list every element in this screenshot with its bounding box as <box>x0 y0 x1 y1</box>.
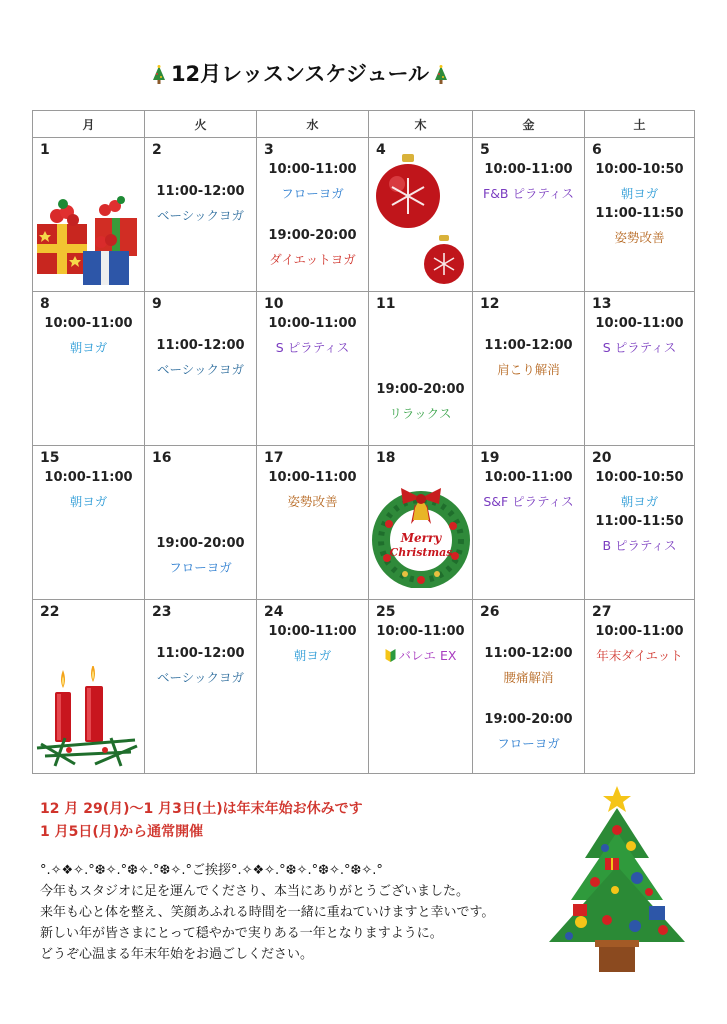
day-cell <box>257 600 369 774</box>
lesson-name: ベーシックヨガ <box>156 670 244 685</box>
day-cell <box>585 446 695 600</box>
lesson-time: 10:00-11:00 <box>268 624 357 639</box>
day-number: 20 <box>592 450 612 466</box>
greeting-line: 来年も心と体を整え、笑顔あふれる時間を一緒に重ねていけますと幸いです。 <box>40 905 495 920</box>
day-cell <box>33 446 145 600</box>
day-cell <box>369 446 473 600</box>
lesson-name: B ピラティス <box>602 538 677 553</box>
day-cell <box>473 446 585 600</box>
day-cell <box>33 292 145 446</box>
day-number: 13 <box>592 296 612 312</box>
day-number: 10 <box>264 296 284 312</box>
lesson-name: フローヨガ <box>497 736 560 751</box>
lesson-name: ベーシックヨガ <box>156 208 244 223</box>
lesson-time: 10:00-10:50 <box>595 162 684 177</box>
day-cell <box>585 138 695 292</box>
lesson-time: 10:00-11:00 <box>376 624 465 639</box>
lesson-time: 11:00-12:00 <box>156 646 245 661</box>
day-cell <box>585 292 695 446</box>
day-cell <box>145 292 257 446</box>
day-number: 16 <box>152 450 172 466</box>
day-cell <box>473 600 585 774</box>
lesson-name: 朝ヨガ <box>620 494 659 509</box>
day-cell <box>33 138 145 292</box>
holiday-notice: 12 月 29(月)〜1 月3日(土)は年末年始お休みです <box>40 801 363 817</box>
lesson-name: S ピラティス <box>275 340 350 355</box>
week-row <box>33 138 695 292</box>
day-number: 26 <box>480 604 500 620</box>
lesson-time: 11:00-12:00 <box>484 338 573 353</box>
week-row <box>33 292 695 446</box>
day-cell <box>369 600 473 774</box>
lesson-name: 姿勢改善 <box>614 230 665 245</box>
greeting-line: どうぞ心温まる年末年始をお過ごしください。 <box>40 947 314 962</box>
lesson-name: フローヨガ <box>281 186 344 201</box>
day-number: 3 <box>264 142 274 158</box>
lesson-time: 10:00-11:00 <box>44 470 133 485</box>
lesson-name: 年末ダイエット <box>596 648 683 663</box>
day-number: 11 <box>376 296 396 312</box>
day-number: 5 <box>480 142 490 158</box>
day-number: 18 <box>376 450 396 466</box>
weekday-sat: 土 <box>585 111 695 138</box>
lesson-name: 肩こり解消 <box>497 362 560 377</box>
day-number: 23 <box>152 604 172 620</box>
lesson-time: 19:00-20:00 <box>484 712 573 727</box>
lesson-time: 11:00-12:00 <box>156 338 245 353</box>
weekday-fri: 金 <box>473 111 585 138</box>
lesson-time: 10:00-11:00 <box>268 162 357 177</box>
reopen-notice: 1 月5日(月)から通常開催 <box>40 824 204 840</box>
lesson-name: バレエ EX <box>398 648 457 663</box>
ornament-ball-icon <box>373 152 443 232</box>
lesson-name: 朝ヨガ <box>293 648 332 663</box>
weekday-wed: 水 <box>257 111 369 138</box>
day-number: 8 <box>40 296 50 312</box>
greeting-header: °.✧❖✧.°❆✧.°❆✧.°❆✧.°ご挨拶°.✧❖✧.°❆✧.°❆✧.°❆✧.° <box>40 863 383 878</box>
greeting-line: 今年もスタジオに足を運んでくださり、本当にありがとうございました。 <box>40 884 470 899</box>
day-number: 22 <box>40 604 60 620</box>
lesson-time: 10:00-10:50 <box>595 470 684 485</box>
beginner-mark-icon <box>385 649 396 662</box>
lesson-name: 朝ヨガ <box>69 494 108 509</box>
day-cell <box>369 292 473 446</box>
day-cell <box>473 292 585 446</box>
lesson-time: 19:00-20:00 <box>156 536 245 551</box>
day-cell <box>257 446 369 600</box>
lesson-name: 腰痛解消 <box>503 670 554 685</box>
weekday-tue: 火 <box>145 111 257 138</box>
lesson-name: リラックス <box>389 406 452 421</box>
weekday-mon: 月 <box>33 111 145 138</box>
day-cell <box>257 138 369 292</box>
lesson-time: 10:00-11:00 <box>44 316 133 331</box>
calendar-table <box>32 110 695 774</box>
day-number: 9 <box>152 296 162 312</box>
svg-text:Merry: Merry <box>400 531 442 545</box>
lesson-time: 10:00-11:00 <box>484 162 573 177</box>
lesson-time: 10:00-11:00 <box>268 316 357 331</box>
day-cell <box>473 138 585 292</box>
day-number: 17 <box>264 450 284 466</box>
page-title-text: 12月レッスンスケジュール <box>170 62 430 86</box>
lesson-time: 19:00-20:00 <box>376 382 465 397</box>
day-cell <box>585 600 695 774</box>
day-number: 4 <box>376 142 386 158</box>
christmas-tree-icon <box>433 65 449 85</box>
day-number: 25 <box>376 604 396 620</box>
week-row <box>33 446 695 600</box>
day-cell <box>145 600 257 774</box>
day-cell <box>33 600 145 774</box>
gift-boxes-icon <box>35 196 141 288</box>
christmas-tree-icon <box>545 782 695 978</box>
lesson-time: 11:00-11:50 <box>595 514 684 529</box>
lesson-name: S ピラティス <box>602 340 677 355</box>
day-number: 24 <box>264 604 284 620</box>
week-row <box>33 600 695 774</box>
day-cell <box>369 138 473 292</box>
weekday-thu: 木 <box>369 111 473 138</box>
lesson-time: 11:00-12:00 <box>484 646 573 661</box>
lesson-time: 11:00-12:00 <box>156 184 245 199</box>
day-cell <box>145 138 257 292</box>
lesson-name: フローヨガ <box>169 560 232 575</box>
lesson-name: F&B ピラティス <box>483 186 574 201</box>
lesson-item <box>369 646 472 664</box>
lesson-time: 10:00-11:00 <box>595 316 684 331</box>
day-number: 2 <box>152 142 162 158</box>
lesson-name: S&F ピラティス <box>483 494 574 509</box>
day-number: 19 <box>480 450 500 466</box>
lesson-name: 朝ヨガ <box>69 340 108 355</box>
svg-text:Christmas: Christmas <box>389 546 453 559</box>
page-title <box>0 58 600 88</box>
lesson-name: 朝ヨガ <box>620 186 659 201</box>
day-number: 1 <box>40 142 50 158</box>
wreath-icon <box>371 484 471 588</box>
day-number: 15 <box>40 450 60 466</box>
lesson-time: 11:00-11:50 <box>595 206 684 221</box>
day-number: 6 <box>592 142 602 158</box>
day-number: 27 <box>592 604 612 620</box>
day-cell <box>145 446 257 600</box>
lesson-name: ベーシックヨガ <box>156 362 244 377</box>
christmas-tree-icon <box>151 65 167 85</box>
ornament-ball-icon <box>421 234 467 286</box>
day-number: 12 <box>480 296 500 312</box>
lesson-time: 10:00-11:00 <box>268 470 357 485</box>
greeting-line: 新しい年が皆さまにとって穏やかで実りある一年となりますように。 <box>40 926 443 941</box>
greeting-block <box>40 860 494 965</box>
day-cell <box>257 292 369 446</box>
lesson-time: 10:00-11:00 <box>484 470 573 485</box>
lesson-name: 姿勢改善 <box>287 494 338 509</box>
weekday-header-row <box>33 111 695 138</box>
lesson-time: 10:00-11:00 <box>595 624 684 639</box>
lesson-time: 19:00-20:00 <box>268 228 357 243</box>
candles-icon <box>35 666 141 770</box>
lesson-name: ダイエットヨガ <box>269 252 356 267</box>
